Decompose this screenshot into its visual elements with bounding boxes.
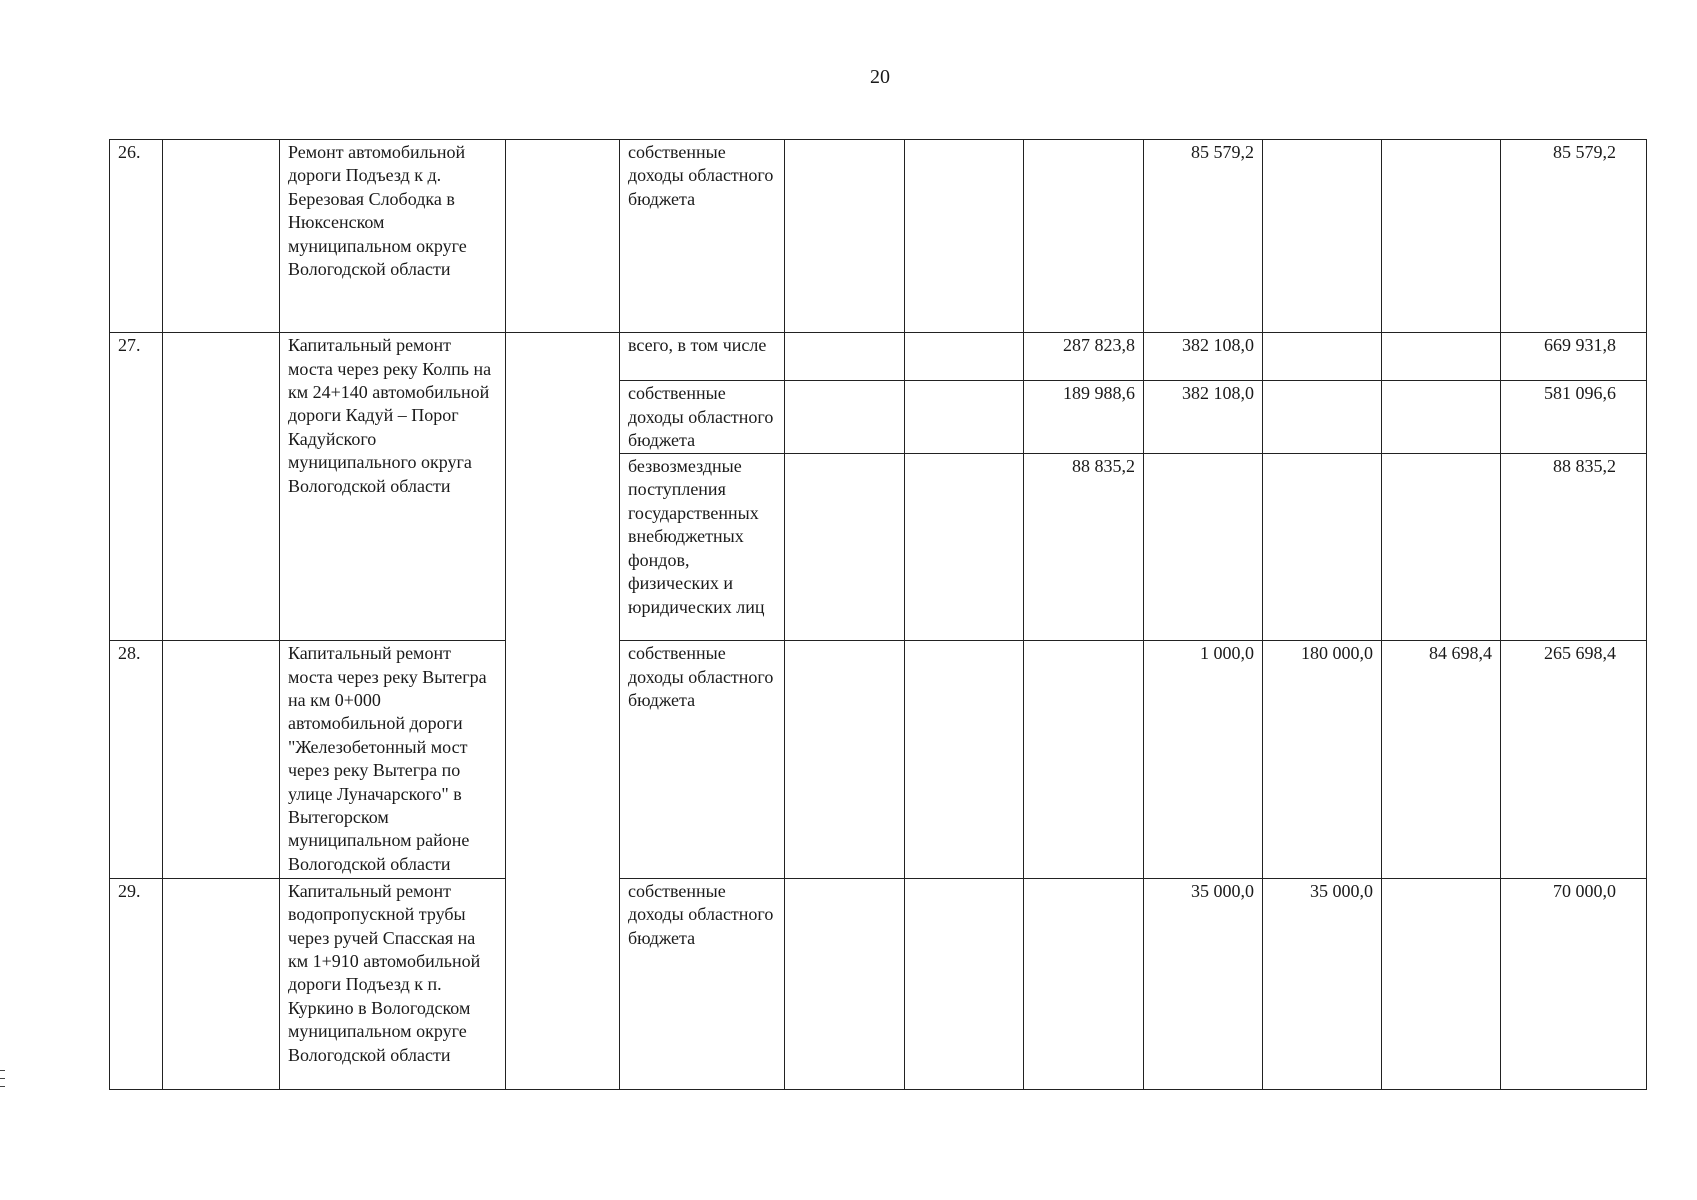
table-row-29 (110, 878, 1647, 1089)
row-number: 29. (110, 878, 163, 1089)
value-cell: 189 988,6 (1024, 381, 1144, 454)
empty-cell (163, 333, 280, 641)
value-cell (1382, 140, 1501, 333)
funding-source: собственные доходы областного бюджета (620, 140, 785, 333)
empty-cell (905, 140, 1024, 333)
total-cell: 70 000,0 (1501, 878, 1647, 1089)
object-name: Капитальный ремонт водопропускной трубы через ручей Спасская на км 1+910 автомобильной дороги Подъезд к п. Куркино в Вологодском муниципальном округе Вологодской области (280, 878, 506, 1089)
value-cell (1144, 454, 1263, 641)
total-cell: 85 579,2 (1501, 140, 1647, 333)
row-number: 26. (110, 140, 163, 333)
empty-cell (905, 878, 1024, 1089)
total-cell: 265 698,4 (1501, 641, 1647, 878)
table-row-26 (110, 140, 1647, 333)
funding-source: всего, в том числе (620, 333, 785, 381)
funding-source: собственные доходы областного бюджета (620, 878, 785, 1089)
empty-cell (905, 381, 1024, 454)
value-cell: 1 000,0 (1144, 641, 1263, 878)
funding-source: собственные доходы областного бюджета (620, 381, 785, 454)
object-name: Ремонт автомобильной дороги Подъезд к д. Березовая Слободка в Нюксенском муниципальном округе Вологодской области (280, 140, 506, 333)
table-row-28 (110, 641, 1647, 878)
value-cell: 180 000,0 (1263, 641, 1382, 878)
empty-cell (163, 140, 280, 333)
budget-table (109, 139, 1647, 1090)
value-cell (1263, 140, 1382, 333)
funding-source: собственные доходы областного бюджета (620, 641, 785, 878)
empty-cell (785, 333, 905, 381)
total-cell: 88 835,2 (1501, 454, 1647, 641)
total-cell: 581 096,6 (1501, 381, 1647, 454)
row-number: 28. (110, 641, 163, 878)
scan-mark (0, 1078, 5, 1079)
value-cell: 382 108,0 (1144, 333, 1263, 381)
empty-cell (905, 333, 1024, 381)
object-name: Капитальный ремонт моста через реку Вытегра на км 0+000 автомобильной дороги "Железобетонный мост через реку Вытегра по улице Луначарского" в Вытегорском муниципальном районе Вологодской области (280, 641, 506, 878)
value-cell: 88 835,2 (1024, 454, 1144, 641)
value-cell (1263, 333, 1382, 381)
value-cell: 85 579,2 (1144, 140, 1263, 333)
value-cell: 84 698,4 (1382, 641, 1501, 878)
value-cell (1382, 381, 1501, 454)
value-cell (1024, 641, 1144, 878)
value-cell (1382, 333, 1501, 381)
empty-cell (163, 878, 280, 1089)
empty-cell (506, 333, 620, 1090)
empty-cell (785, 140, 905, 333)
empty-cell (785, 381, 905, 454)
row-number: 27. (110, 333, 163, 641)
scan-mark (0, 1086, 5, 1087)
empty-cell (163, 641, 280, 878)
empty-cell (506, 140, 620, 333)
table-row-27 (110, 333, 1647, 381)
empty-cell (785, 878, 905, 1089)
empty-cell (785, 641, 905, 878)
scan-mark (0, 1070, 5, 1071)
empty-cell (905, 454, 1024, 641)
value-cell (1024, 140, 1144, 333)
value-cell (1382, 454, 1501, 641)
empty-cell (905, 641, 1024, 878)
value-cell (1263, 454, 1382, 641)
page-number: 20 (870, 66, 890, 88)
value-cell (1263, 381, 1382, 454)
value-cell: 35 000,0 (1144, 878, 1263, 1089)
funding-source: безвозмездные поступления государственных внебюджетных фондов, физических и юридических лиц (620, 454, 785, 641)
total-cell: 669 931,8 (1501, 333, 1647, 381)
object-name: Капитальный ремонт моста через реку Колпь на км 24+140 автомобильной дороги Кадуй – Порог Кадуйского муниципального округа Вологодской области (280, 333, 506, 641)
empty-cell (785, 454, 905, 641)
value-cell: 382 108,0 (1144, 381, 1263, 454)
value-cell: 35 000,0 (1263, 878, 1382, 1089)
value-cell (1024, 878, 1144, 1089)
value-cell: 287 823,8 (1024, 333, 1144, 381)
value-cell (1382, 878, 1501, 1089)
